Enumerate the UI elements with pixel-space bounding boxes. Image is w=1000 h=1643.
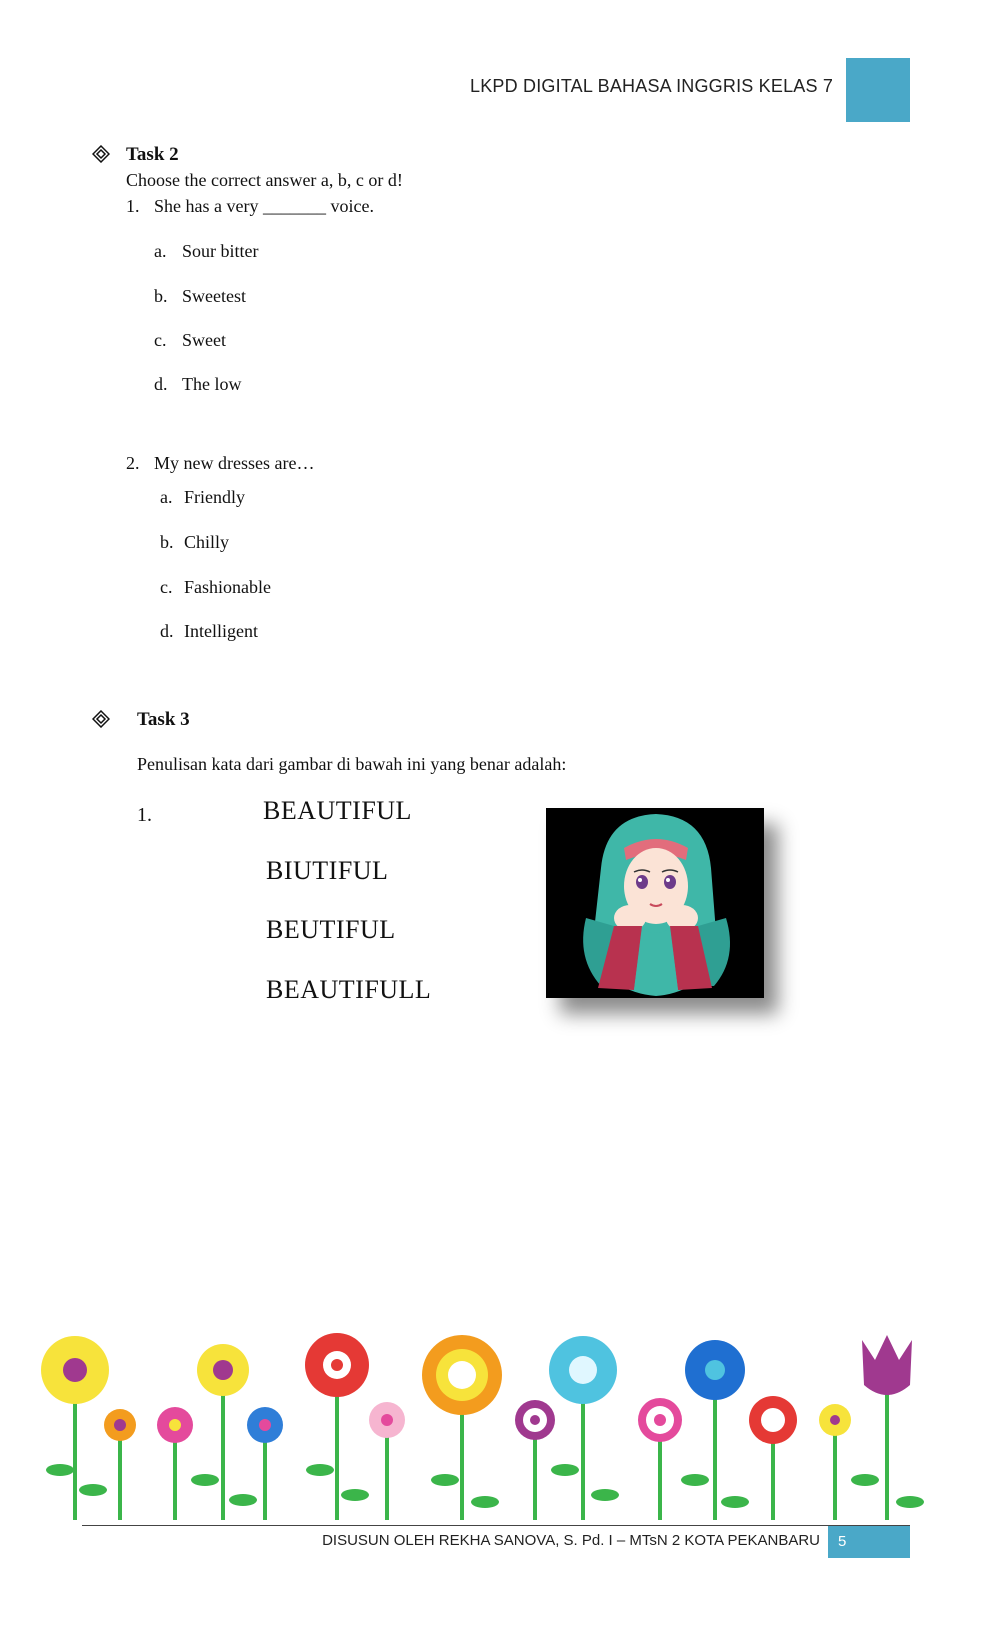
task3-q1-number: 1. [137, 804, 152, 826]
task2-q2 [126, 453, 314, 474]
task3-choice-3: BEUTIFUL [266, 915, 396, 944]
question-text: My new dresses are… [154, 453, 315, 473]
task2-q1-option-b: b. Sweetest [154, 286, 246, 306]
footer-credit: DISUSUN OLEH REKHA SANOVA, S. Pd. I – MTsN 2 KOTA PEKANBARU [322, 1532, 820, 1549]
task2-q1-option-c: c. Sweet [154, 330, 226, 350]
task2-q1-option-a: a. Sour bitter [154, 241, 259, 261]
header-title: LKPD DIGITAL BAHASA INGGRIS KELAS 7 [470, 76, 834, 96]
task2-q2-option-c: c. Fashionable [160, 577, 271, 597]
question-number: 2. [126, 453, 140, 473]
task3-title: Task 3 [137, 709, 190, 730]
page-number: 5 [828, 1526, 910, 1558]
diamond-bullet-icon [92, 145, 110, 163]
header-accent-block [846, 58, 910, 122]
task3-instruction: Penulisan kata dari gambar di bawah ini yang benar adalah: [137, 754, 567, 774]
task2-q2-option-b: b. Chilly [160, 532, 230, 552]
flowers-decoration [15, 1330, 985, 1530]
task2-q2-option-d: d. Intelligent [160, 621, 258, 641]
task2-q2-option-a: a. Friendly [160, 487, 245, 507]
footer-rule [82, 1525, 910, 1526]
task2-q1-option-d: d. The low [154, 374, 242, 394]
diamond-bullet-icon [92, 710, 110, 728]
task3-choice-4: BEAUTIFULL [266, 975, 432, 1004]
task2-q1 [126, 196, 374, 217]
task3-choice-2: BIUTIFUL [266, 856, 389, 885]
hijab-girl-illustration [546, 808, 764, 998]
question-text: She has a very _______ voice. [154, 196, 374, 216]
question-number: 1. [126, 196, 140, 216]
task2-instruction: Choose the correct answer a, b, c or d! [126, 170, 403, 190]
task3-choice-1: BEAUTIFUL [263, 796, 412, 825]
task2-title: Task 2 [126, 144, 179, 165]
